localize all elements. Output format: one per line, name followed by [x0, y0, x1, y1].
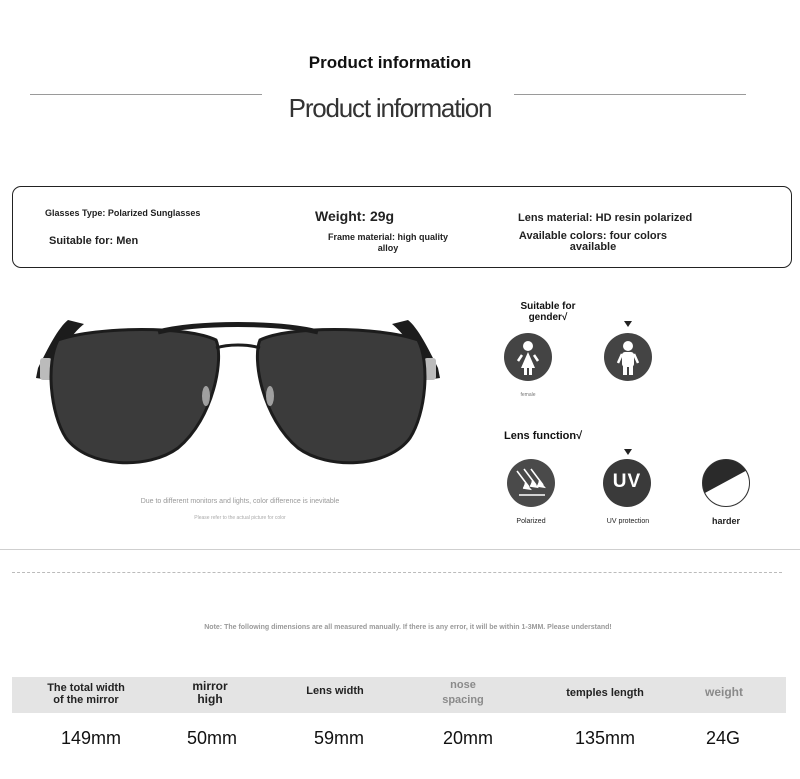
polarized-icon: [507, 459, 555, 507]
selected-marker: [624, 321, 632, 327]
header-lens-width: [285, 685, 385, 697]
frame-material: [318, 232, 458, 254]
gender-title: [508, 301, 588, 323]
value-nose-spacing: 20mm: [442, 728, 493, 748]
value-lens-width: 59mm: [313, 728, 364, 748]
header-total-width-line2: of the mirror: [53, 694, 119, 706]
section-divider: [0, 549, 800, 550]
value-weight: 24G: [705, 728, 741, 748]
polarized-label: Polarized: [516, 518, 546, 525]
sunglasses-image: [28, 308, 448, 478]
glasses-type: Glasses Type: Polarized Sunglasses: [45, 208, 201, 218]
header-weight-line1: weight: [705, 685, 743, 699]
header-mirror-high-line1: mirror: [192, 679, 228, 693]
measurement-note: Note: The following dimensions are all measured manually. If there is any error, it will be within 1-3MM. Please understand!: [204, 624, 612, 631]
color-disclaimer: Due to different monitors and lights, color difference is inevitable: [140, 498, 340, 505]
header-total-width-line1: The total width: [47, 682, 125, 694]
info-box: [12, 186, 792, 268]
function-marker: [624, 449, 632, 455]
header-mirror-high-line2: high: [197, 692, 223, 706]
header-total-width: [28, 682, 144, 706]
header-nose-spacing-line1: nose: [450, 679, 476, 691]
header-rule-left: [30, 94, 262, 95]
available-colors: [512, 231, 674, 253]
lens-material: Lens material: HD resin polarized: [518, 212, 693, 224]
lens-function-title: Lens function√: [504, 430, 583, 442]
value-temples-length: 135mm: [574, 728, 636, 748]
suitable-for: Suitable for: Men: [49, 235, 139, 247]
value-total-width: 149mm: [60, 728, 122, 748]
female-label: female: [520, 392, 536, 398]
male-icon: [604, 333, 652, 381]
header-mirror-high: [160, 680, 260, 706]
harder-label: harder: [711, 516, 740, 526]
color-disclaimer-small: Please refer to the actual picture for color: [194, 515, 286, 521]
gender-title-line1: Suitable for: [520, 301, 576, 312]
header-nose-spacing: [413, 678, 513, 708]
gender-title-line2: gender√: [528, 312, 568, 323]
header-rule-right: [514, 94, 746, 95]
page-title: Product information: [308, 53, 472, 72]
weight: Weight: 29g: [315, 208, 395, 224]
colors-line1: Available colors: four colors: [518, 230, 668, 242]
uv-icon: [603, 459, 651, 507]
header-lens-width-line1: Lens width: [306, 685, 364, 697]
header-temples-length-line1: temples length: [566, 687, 644, 699]
page-subtitle: Product information: [288, 93, 492, 123]
frame-material-line1: Frame material: high quality: [327, 232, 449, 242]
female-icon: [504, 333, 552, 381]
header-weight: [684, 686, 764, 698]
dashed-divider: [12, 572, 782, 573]
uv-glyph: UV: [612, 471, 642, 492]
hardness-icon: [702, 459, 750, 507]
frame-material-line2: alloy: [377, 243, 399, 253]
header-temples-length: [545, 687, 665, 699]
value-mirror-high: 50mm: [186, 728, 237, 748]
uv-label: UV protection: [606, 518, 650, 525]
colors-line2: available: [569, 241, 617, 253]
header-nose-spacing-line2: spacing: [442, 694, 484, 706]
